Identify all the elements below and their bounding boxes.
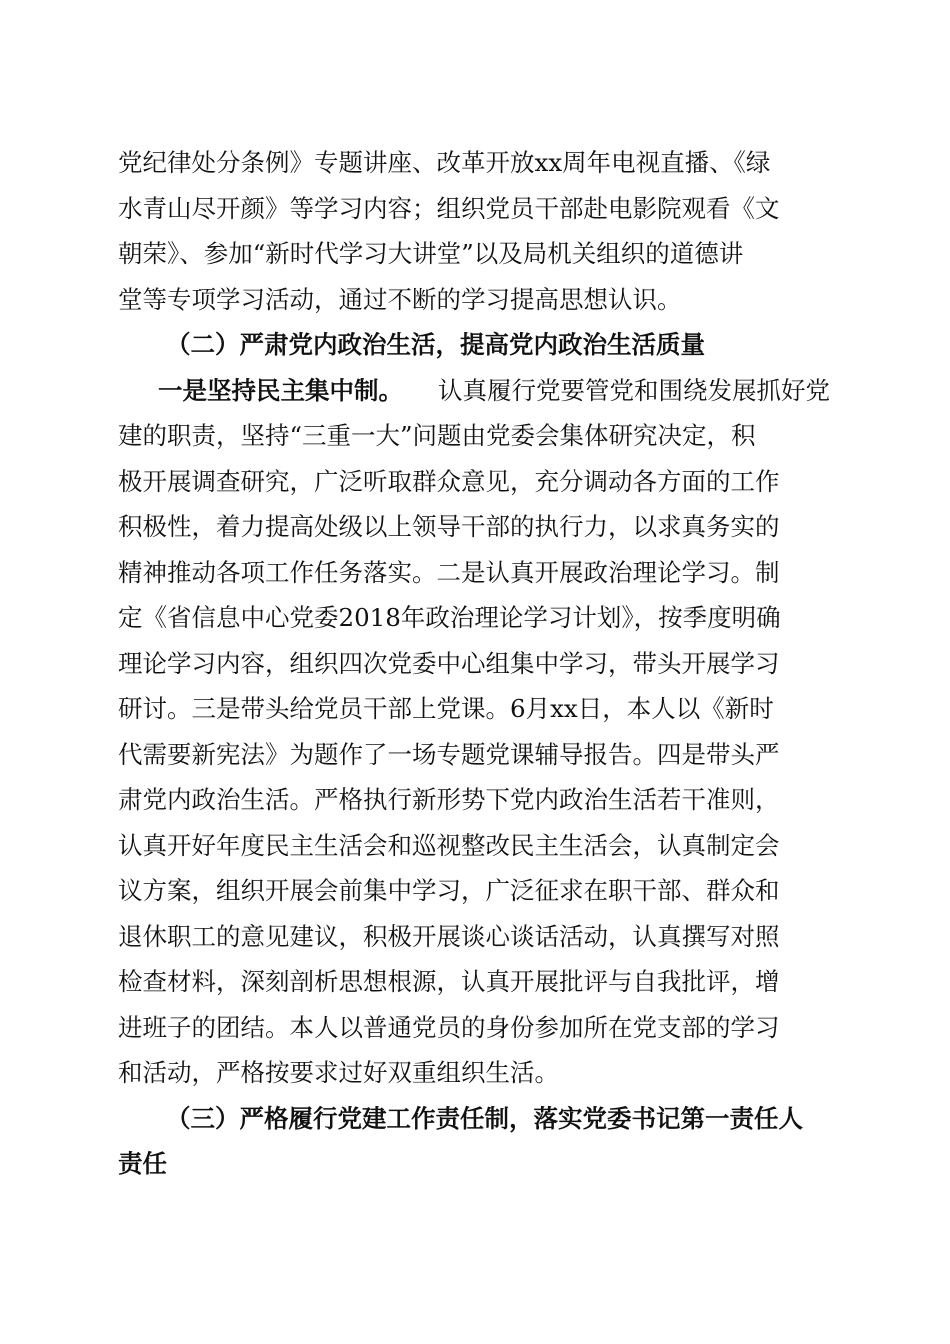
paragraph-line: 朝荣》、参加“新时代学习大讲堂”以及局机关组织的道德讲 <box>118 239 744 268</box>
paragraph-line: 议方案，组织开展会前集中学习，广泛征求在职干部、群众和 <box>118 876 780 905</box>
paragraph-line: 肃党内政治生活。严格执行新形势下党内政治生活若干准则， <box>118 785 780 814</box>
paragraph-line: 极开展调查研究，广泛听取群众意见，充分调动各方面的工作 <box>118 466 780 496</box>
section-heading-3: （三）严格履行党建工作责任制，落实党委书记第一责任人 <box>166 1103 803 1133</box>
paragraph-line: 建的职责，坚持“三重一大”问题由党委会集体研究决定，积 <box>118 421 756 450</box>
paragraph-line: 进班子的团结。本人以普通党员的身份参加所在党支部的学习 <box>118 1012 780 1042</box>
section-heading-2: （二）严肃党内政治生活，提高党内政治生活质量 <box>166 330 705 359</box>
paragraph-line: 堂等专项学习活动，通过不断的学习提高思想认识。 <box>118 284 682 314</box>
paragraph-line: 定《省信息中心党委2018年政治理论学习计划》，按季度明确 <box>118 603 781 632</box>
section-heading-3-continued: 责任 <box>118 1149 167 1178</box>
emphasis-text: 一是坚持民主集中制。 <box>158 375 403 405</box>
document-page <box>118 140 830 1187</box>
paragraph-line: 退休职工的意见建议，积极开展谈心谈话活动，认真撰写对照 <box>118 921 780 951</box>
paragraph-line: 和活动，严格按要求过好双重组织生活。 <box>118 1058 559 1087</box>
paragraph-line: 研讨。三是带头给党员干部上党课。6月xx日，本人以《新时 <box>118 694 774 723</box>
paragraph-line: 认真开好年度民主生活会和巡视整改民主生活会，认真制定会 <box>118 830 780 860</box>
paragraph-line: 检查材料，深刻剖析思想根源，认真开展批评与自我批评，增 <box>118 967 780 996</box>
paragraph-line: 理论学习内容，组织四次党委中心组集中学习，带头开展学习 <box>118 648 780 678</box>
paragraph-first-line <box>118 368 830 414</box>
paragraph-text: 认真履行党要管党和围绕发展抓好党 <box>438 375 830 405</box>
paragraph-line: 精神推动各项工作任务落实。二是认真开展政治理论学习。制 <box>118 557 780 587</box>
paragraph-line: 党纪律处分条例》专题讲座、改革开放xx周年电视直播、《绿 <box>118 148 771 177</box>
paragraph-line: 代需要新宪法》为题作了一场专题党课辅导报告。四是带头严 <box>118 739 780 769</box>
paragraph-line: 水青山尽开颜》等学习内容；组织党员干部赴电影院观看《文 <box>118 193 780 223</box>
paragraph-line: 积极性，着力提高处级以上领导干部的执行力，以求真务实的 <box>118 512 780 541</box>
